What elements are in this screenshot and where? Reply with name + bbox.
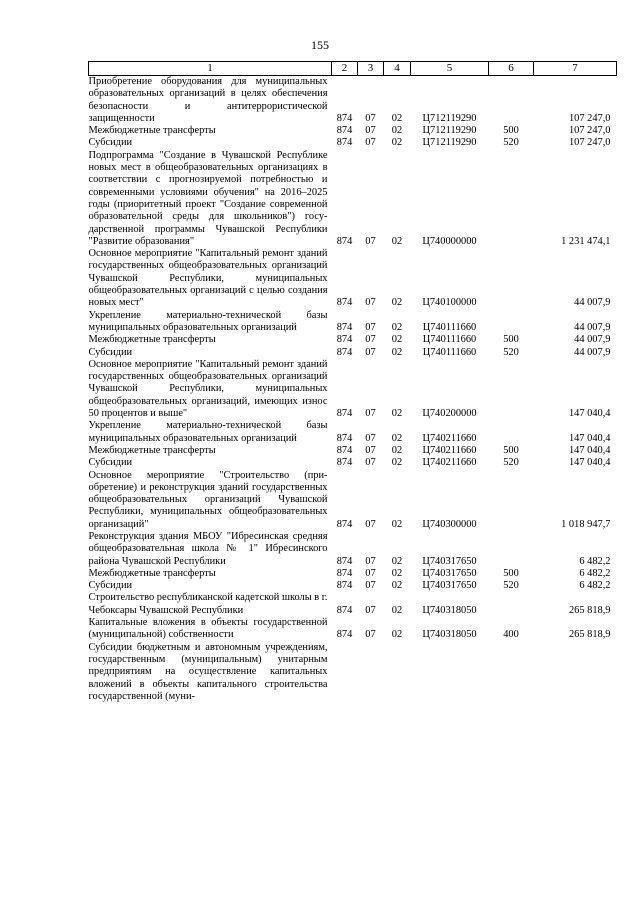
row-section: 07: [365, 334, 376, 346]
row-amount: 147 040,4: [568, 408, 611, 420]
row-name: Субсидии бюджетным и автономным учреждениям, государственным (муниципальным) унитарным предприятиям на осуществление капитальных вложений в объекты капитального строительства государственной (муни-: [88, 641, 328, 702]
row-section: 07: [365, 125, 376, 137]
row-subsection: 02: [391, 604, 403, 616]
row-subsection: 02: [391, 297, 403, 309]
row-name: Межбюджетные трансферты: [88, 125, 216, 137]
table-row: [89, 248, 617, 309]
row-target-article: Ц740317650: [422, 580, 477, 592]
row-section: 07: [365, 604, 376, 616]
table-row: [89, 457, 617, 469]
header-col-7: 7: [534, 62, 617, 76]
row-expense-type: 500: [503, 444, 519, 456]
row-target-article: Ц740200000: [422, 408, 477, 420]
row-name: Субсидии: [88, 580, 133, 592]
row-expense-type: [489, 592, 534, 617]
table-row: [89, 125, 617, 137]
row-ministry-code: [332, 642, 358, 703]
table-header: [89, 62, 617, 76]
row-section: 07: [365, 235, 376, 247]
row-ministry-code: 874: [336, 444, 353, 456]
row-subsection: 02: [391, 518, 403, 530]
row-ministry-code: 874: [336, 125, 353, 137]
row-section: 07: [365, 567, 376, 579]
row-name: Субсидии: [88, 457, 133, 469]
row-subsection: 02: [391, 457, 403, 469]
row-name: Межбюджетные трансферты: [88, 334, 216, 346]
row-amount: 1 018 947,7: [561, 518, 611, 530]
row-amount: 265 818,9: [568, 604, 611, 616]
row-target-article: Ц712119290: [422, 125, 477, 137]
row-section: 07: [365, 297, 376, 309]
row-amount: 6 482,2: [579, 580, 611, 592]
row-section: 07: [365, 137, 376, 149]
row-amount: 147 040,4: [568, 457, 611, 469]
row-target-article: Ц740211660: [422, 444, 477, 456]
table-row: [89, 334, 617, 346]
row-expense-type: [489, 470, 534, 531]
row-amount: 107 247,0: [568, 112, 611, 124]
row-ministry-code: 874: [336, 567, 353, 579]
row-expense-type: [489, 359, 534, 420]
row-subsection: 02: [391, 408, 403, 420]
row-subsection: 02: [391, 555, 403, 567]
row-amount: 6 482,2: [579, 567, 611, 579]
row-amount: 1 231 474,1: [561, 235, 611, 247]
row-ministry-code: 874: [336, 408, 353, 420]
row-name: Подпрограмма "Создание в Чувашской Республике новых мест в общеобразовательных организациях в соответствии с прогнозируемой потребностью и современными условиями обучения" на 2016–2025 годы (приоритетный проект "Создание современной образовательной среды для школьников") государственной программы Чувашской Республики "Развитие образования": [88, 149, 328, 247]
table-body: [89, 76, 617, 704]
header-col-3: 3: [358, 62, 384, 76]
row-name: Основное мероприятие "Строительство (приобретение) и реконструкция зданий государственных общеобразовательных организаций Чувашской Республики, муниципальных общеобразовательных организаций": [88, 469, 328, 530]
row-ministry-code: 874: [336, 518, 353, 530]
header-row: [89, 62, 617, 76]
row-name: Межбюджетные трансферты: [88, 567, 216, 579]
header-col-6: 6: [489, 62, 534, 76]
row-target-article: Ц740211660: [422, 457, 477, 469]
row-expense-type: [489, 150, 534, 248]
budget-table: [88, 61, 617, 703]
table-row: [89, 150, 617, 248]
row-subsection: [384, 642, 411, 703]
row-target-article: Ц740211660: [422, 432, 477, 444]
row-amount: 265 818,9: [568, 629, 611, 641]
row-ministry-code: 874: [336, 321, 353, 333]
row-name: Основное мероприятие "Капитальный ремонт зданий государственных общеобразовательных организаций Чувашской Республики, муниципальных общеобразовательных организаций, имеющих износ 50 процентов и выше": [88, 358, 328, 420]
row-section: 07: [365, 580, 376, 592]
row-target-article: Ц712119290: [422, 137, 477, 149]
row-subsection: 02: [391, 334, 403, 346]
row-subsection: 02: [391, 346, 403, 358]
row-section: 07: [365, 346, 376, 358]
table-row: [89, 592, 617, 617]
row-section: 07: [365, 555, 376, 567]
row-expense-type: [489, 76, 534, 126]
row-subsection: 02: [391, 235, 403, 247]
row-section: [358, 642, 384, 703]
header-col-4: 4: [384, 62, 411, 76]
row-ministry-code: 874: [336, 555, 353, 567]
row-expense-type: 520: [503, 346, 519, 358]
table-row: [89, 359, 617, 420]
row-subsection: 02: [391, 580, 403, 592]
row-subsection: 02: [391, 137, 403, 149]
row-target-article: Ц740111660: [422, 321, 477, 333]
row-target-article: Ц712119290: [422, 112, 477, 124]
row-amount: 6 482,2: [579, 555, 611, 567]
row-name: Субсидии: [88, 137, 133, 149]
row-section: 07: [365, 518, 376, 530]
header-col-1: 1: [89, 62, 332, 76]
row-subsection: 02: [391, 321, 403, 333]
row-ministry-code: 874: [336, 137, 353, 149]
row-ministry-code: 874: [336, 297, 353, 309]
row-target-article: Ц740111660: [422, 334, 477, 346]
row-ministry-code: 874: [336, 334, 353, 346]
row-expense-type: [489, 310, 534, 335]
row-target-article: Ц740318050: [422, 629, 477, 641]
table-row: [89, 347, 617, 359]
row-target-article: Ц740000000: [422, 235, 477, 247]
row-expense-type: 520: [503, 457, 519, 469]
row-name: Субсидии: [88, 346, 133, 358]
row-section: 07: [365, 112, 376, 124]
table-row: [89, 580, 617, 592]
row-ministry-code: 874: [336, 235, 353, 247]
row-amount: [534, 642, 617, 703]
table-row: [89, 531, 617, 568]
table-row: [89, 568, 617, 580]
table-row: [89, 137, 617, 149]
row-name: Межбюджетные трансферты: [88, 444, 216, 456]
row-ministry-code: 874: [336, 432, 353, 444]
row-section: 07: [365, 321, 376, 333]
row-section: 07: [365, 408, 376, 420]
row-name: Строительство республиканской кадетской школы в г. Чебоксары Чувашской Республики: [88, 592, 328, 616]
row-target-article: Ц740300000: [422, 518, 477, 530]
table-row: [89, 470, 617, 531]
row-expense-type: 500: [503, 334, 519, 346]
row-expense-type: [489, 531, 534, 568]
row-target-article: Ц740317650: [422, 555, 477, 567]
row-amount: 44 007,9: [574, 321, 611, 333]
row-section: 07: [365, 629, 376, 641]
row-name: Капитальные вложения в объекты государственной (муниципальной) собственности: [88, 617, 328, 641]
row-section: 07: [365, 457, 376, 469]
header-col-2: 2: [332, 62, 358, 76]
row-amount: 147 040,4: [568, 432, 611, 444]
row-ministry-code: 874: [336, 604, 353, 616]
row-amount: 44 007,9: [574, 297, 611, 309]
table-row: [89, 420, 617, 445]
table-row: [89, 617, 617, 642]
row-subsection: 02: [391, 444, 403, 456]
row-ministry-code: 874: [336, 457, 353, 469]
row-expense-type: 500: [503, 125, 519, 137]
row-subsection: 02: [391, 112, 403, 124]
page-number: 155: [311, 38, 329, 52]
row-amount: 44 007,9: [574, 334, 611, 346]
row-subsection: 02: [391, 432, 403, 444]
row-section: 07: [365, 432, 376, 444]
row-ministry-code: 874: [336, 629, 353, 641]
row-ministry-code: 874: [336, 112, 353, 124]
row-name: Укрепление материально-технической базы муниципальных образовательных организаций: [88, 309, 328, 333]
row-target-article: Ц740318050: [422, 604, 477, 616]
row-expense-type: [489, 420, 534, 445]
row-expense-type: [489, 642, 534, 703]
row-amount: 44 007,9: [574, 346, 611, 358]
row-target-article: Ц740111660: [422, 346, 477, 358]
row-expense-type: [489, 248, 534, 309]
table-row: [89, 445, 617, 457]
row-expense-type: 520: [503, 580, 519, 592]
row-expense-type: 400: [503, 629, 519, 641]
row-amount: 107 247,0: [568, 125, 611, 137]
row-ministry-code: 874: [336, 580, 353, 592]
row-section: 07: [365, 444, 376, 456]
table-row: [89, 310, 617, 335]
row-name: Реконструкция здания МБОУ "Ибресинская средняя общеобразовательная школа № 1" Ибресинского района Чувашской Республики: [88, 530, 328, 567]
row-amount: 147 040,4: [568, 444, 611, 456]
row-amount: 107 247,0: [568, 137, 611, 149]
row-target-article: Ц740317650: [422, 567, 477, 579]
row-name: Приобретение оборудования для муниципальных образовательных организаций в целях обеспечения безопасности и антитеррористической защищенности: [88, 76, 328, 124]
row-subsection: 02: [391, 629, 403, 641]
table-row: [89, 642, 617, 703]
row-subsection: 02: [391, 567, 403, 579]
row-target-article: Ц740100000: [422, 297, 477, 309]
row-name: Основное мероприятие "Капитальный ремонт зданий государственных общеобразовательных организаций Чувашской Республики, муниципальных общеобразовательных организаций с целью создания новых мест": [88, 248, 328, 309]
row-expense-type: 520: [503, 137, 519, 149]
row-target-article: [411, 642, 489, 703]
row-name: Укрепление материально-технической базы муниципальных образовательных организаций: [88, 420, 328, 444]
row-expense-type: 500: [503, 567, 519, 579]
table-row: [89, 76, 617, 126]
header-col-5: 5: [411, 62, 489, 76]
row-subsection: 02: [391, 125, 403, 137]
row-ministry-code: 874: [336, 346, 353, 358]
